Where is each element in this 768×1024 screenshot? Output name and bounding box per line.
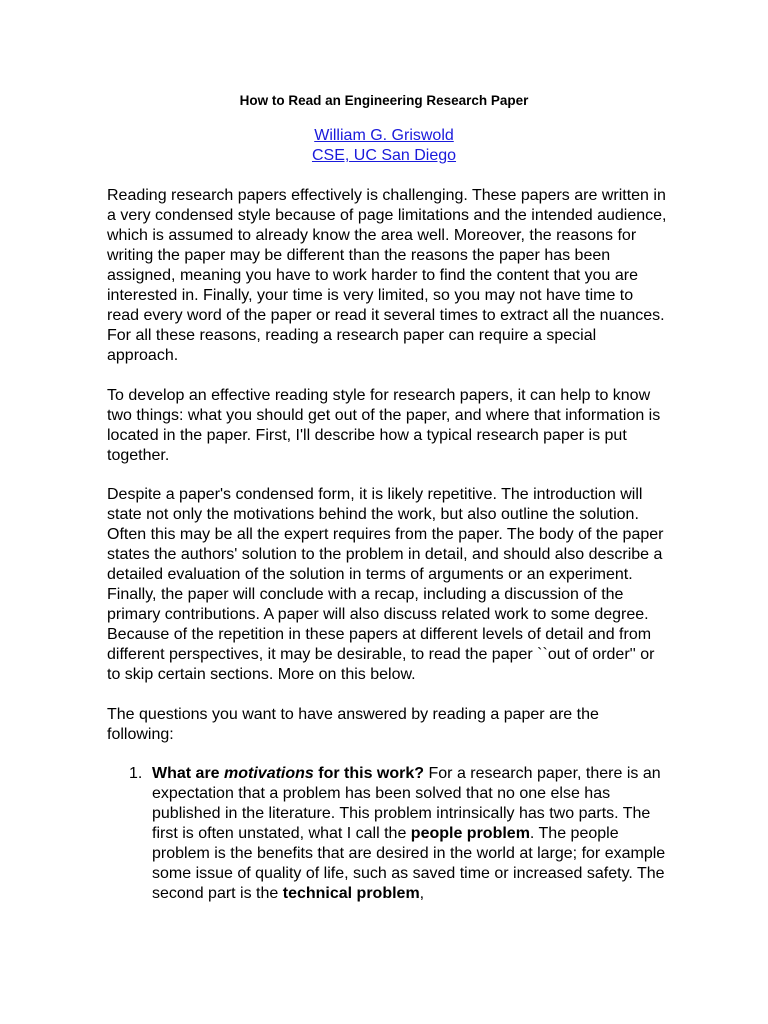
list-item-text: ,: [419, 885, 425, 902]
paragraph-reading-style: To develop an effective reading style for research papers, it can help to know two things: what you should get out of the paper, and where that information is located in the paper. First, I'll describe how a typical research paper is put together.: [107, 386, 661, 464]
list-item-number: 1.: [129, 765, 143, 782]
author-link[interactable]: William G. Griswold: [314, 127, 454, 144]
term-technical-problem: technical problem: [282, 885, 420, 902]
list-item-heading: What are motivations for this work?: [152, 765, 425, 782]
affiliation-link[interactable]: CSE, UC San Diego: [311, 147, 457, 164]
list-item: [107, 764, 667, 904]
list-item-text: . The people problem is the benefits that are desired in the world at large; for example some issue of quality of life, such as saved time or increased safety. The second part is the: [152, 825, 666, 902]
paragraph-questions: The questions you want to have answered by reading a paper are the following:: [107, 705, 599, 743]
emphasis-motivations: motivations: [224, 765, 314, 782]
list-item-text: For a research paper, there is an expectation that a problem has been solved that no one else has published in the literature. This problem intrinsically has two parts. The first is often unstated, what I call the: [152, 765, 661, 842]
paragraph-structure: Despite a paper's condensed form, it is likely repetitive. The introduction will state not only the motivations behind the work, but also outline the solution. Often this may be all the expert requires from the paper. The body of the paper states the authors' solution to the problem in detail, and should also describe a detailed evaluation of the solution in terms of arguments or an experiment. Finally, the paper will conclude with a recap, including a discussion of the primary contributions. A paper will also discuss related work to some degree. Because of the repetition in these papers at different levels of detail and from different perspectives, it may be desirable, to read the paper ``out of order'' or to skip certain sections. More on this below.: [107, 486, 664, 683]
questions-list: [107, 764, 667, 904]
term-people-problem: people problem: [410, 825, 530, 842]
page-title: How to Read an Engineering Research Paper: [239, 93, 529, 108]
author-block: [0, 126, 768, 166]
paragraph-intro: Reading research papers effectively is challenging. These papers are written in a very condensed style because of page limitations and the intended audience, which is assumed to already know the area well. Moreover, the reasons for writing the paper may be different than the reasons the paper has been assigned, meaning you have to work harder to find the content that you are interested in. Finally, your time is very limited, so you may not have time to read every word of the paper or read it several times to extract all the nuances. For all these reasons, reading a research paper can require a special approach.: [107, 187, 667, 364]
document-body: [107, 186, 667, 904]
